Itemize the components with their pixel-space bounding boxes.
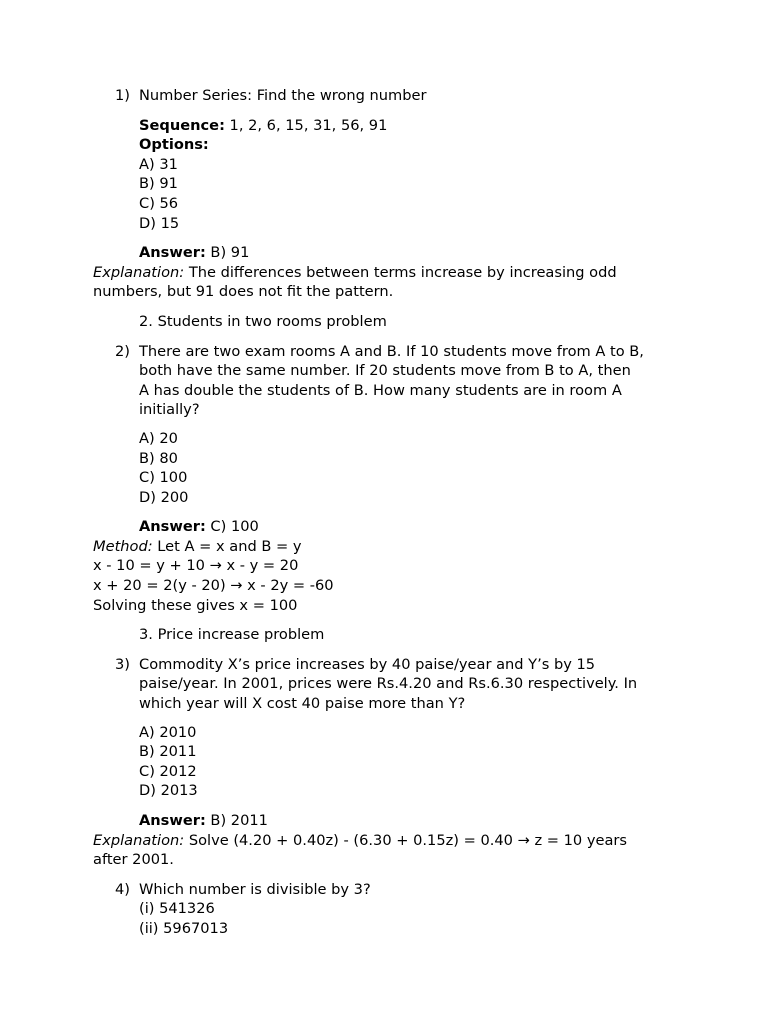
question-title: Number Series: Find the wrong number	[139, 87, 427, 104]
option-d: D) 2013	[139, 782, 198, 800]
option-a: A) 31	[139, 155, 178, 173]
option-d: D) 15	[139, 214, 180, 232]
question-2	[93, 342, 693, 420]
answer-value: B) 2011	[205, 812, 268, 829]
question-number: 2)	[115, 342, 130, 360]
answer-line	[139, 517, 693, 537]
q4-items	[139, 899, 693, 938]
question-number: 3)	[115, 655, 130, 673]
list-item: (ii) 5967013	[139, 919, 229, 937]
option-b: B) 80	[139, 449, 178, 467]
method-line: Method: Let A = x and B = y	[93, 537, 302, 555]
sequence-label: Sequence:	[139, 116, 225, 134]
option-a: A) 2010	[139, 723, 197, 741]
explanation-line: Explanation: The differences between terms increase by increasing odd	[93, 263, 617, 281]
explanation-label: Explanation:	[93, 831, 185, 849]
method-step: x - 10 = y + 10 → x - y = 20	[93, 557, 299, 575]
answer-label: Answer:	[139, 244, 206, 262]
options-label: Options:	[139, 136, 209, 154]
option-c: C) 2012	[139, 762, 197, 780]
document-page	[93, 86, 693, 939]
answer-value: B) 91	[205, 244, 250, 262]
q2-options	[139, 429, 693, 507]
option-b: B) 91	[139, 175, 178, 193]
option-d: D) 200	[139, 488, 189, 506]
question-title: Which number is divisible by 3?	[139, 880, 371, 898]
q1-details	[139, 116, 693, 234]
answer-value: C) 100	[205, 518, 259, 536]
question-text: Commodity X’s price increases by 40 paise/year and Y’s by 15 paise/year. In 2001, prices were Rs.4.20 and Rs.6.30 respectively. In which year will X cost 40 paise more than Y?	[139, 655, 638, 713]
answer-label: Answer:	[139, 812, 206, 829]
section-heading-3: 3. Price increase problem	[139, 626, 325, 644]
method-label: Method:	[93, 537, 153, 555]
option-c: C) 56	[139, 194, 179, 212]
explanation-line-2: numbers, but 91 does not fit the pattern.	[93, 283, 394, 301]
answer-line	[139, 811, 693, 831]
section-heading-2: 2. Students in two rooms problem	[139, 312, 387, 330]
answer-label: Answer:	[139, 518, 206, 536]
answer-line	[139, 243, 693, 263]
explanation-line: Explanation: Solve (4.20 + 0.40z) - (6.30 + 0.15z) = 0.40 → z = 10 years	[93, 831, 627, 849]
method-step: x + 20 = 2(y - 20) → x - 2y = -60	[93, 577, 334, 595]
option-a: A) 20	[139, 429, 178, 447]
option-c: C) 100	[139, 469, 188, 487]
question-number: 4)	[115, 880, 130, 898]
explanation-line-2: after 2001.	[93, 851, 174, 869]
question-4	[93, 880, 693, 900]
list-item: (i) 541326	[139, 900, 215, 918]
sequence-line	[139, 116, 693, 136]
option-b: B) 2011	[139, 743, 197, 761]
explanation-label: Explanation:	[93, 263, 185, 281]
method-step: Solving these gives x = 100	[93, 596, 298, 614]
question-text: There are two exam rooms A and B. If 10 students move from A to B, both have the same number. If 20 students move from B to A, then A has double the students of B. How many students are in room A initially?	[139, 342, 644, 419]
q3-options	[139, 723, 693, 801]
question-3	[93, 655, 693, 714]
sequence-value: 1, 2, 6, 15, 31, 56, 91	[224, 116, 388, 134]
question-number: 1)	[115, 87, 130, 104]
question-1	[93, 86, 693, 106]
